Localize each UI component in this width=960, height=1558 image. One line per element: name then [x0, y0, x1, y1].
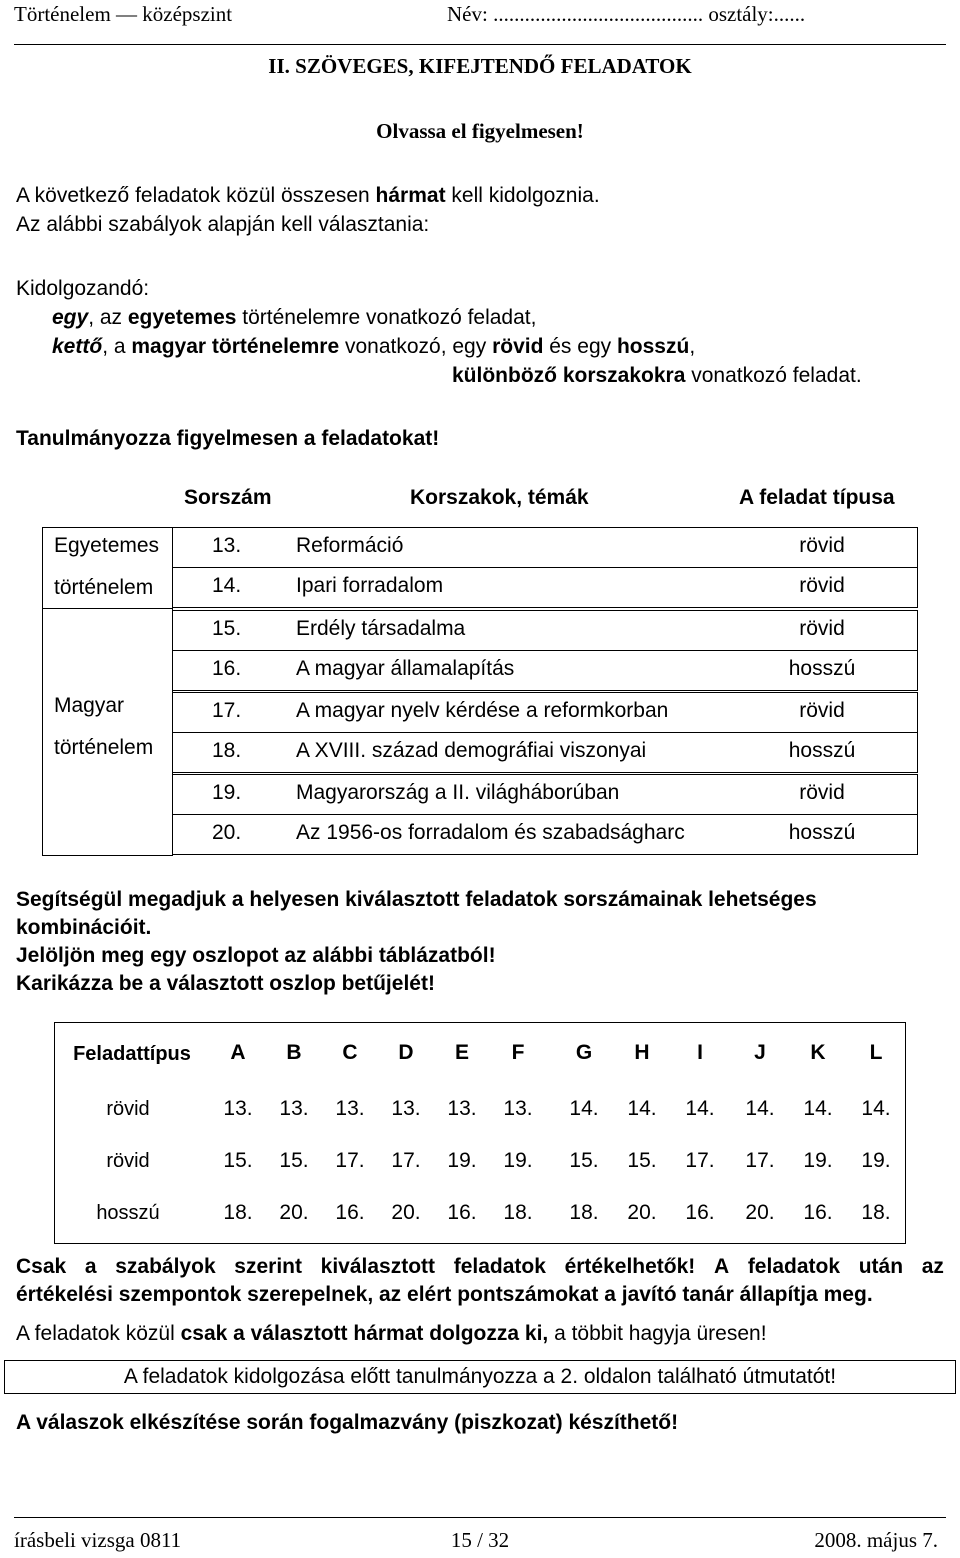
task-topic: Magyarország a II. világháborúban: [296, 781, 620, 804]
task-type: rövid: [799, 534, 845, 557]
note-word: szerint: [234, 1255, 302, 1278]
group-hungarian-l1: Magyar: [54, 694, 125, 717]
combo-row-label: rövid: [106, 1098, 150, 1120]
task-topic: A magyar államalapítás: [296, 657, 515, 680]
task-num: 15.: [212, 617, 242, 640]
combo-cell: 18.: [503, 1201, 533, 1224]
combo-cell: 13.: [391, 1097, 421, 1120]
help-line-4: Karikázza be a választott oszlop betűjelét!: [16, 972, 435, 995]
note-word: Csak: [16, 1255, 67, 1278]
task-num: 14.: [212, 574, 242, 597]
task-topic: Erdély társadalma: [296, 617, 466, 640]
footer-rule: [14, 1517, 946, 1518]
combo-column-letter[interactable]: H: [634, 1041, 650, 1064]
task-num: 20.: [212, 821, 242, 844]
note-word: szabályok: [115, 1255, 216, 1278]
task-topic: A XVIII. század demográfiai viszonyai: [296, 739, 647, 762]
combo-cell: 13.: [447, 1097, 477, 1120]
combo-cell: 13.: [279, 1097, 309, 1120]
task-type: hosszú: [788, 657, 856, 680]
task-type: hosszú: [788, 821, 856, 844]
combo-column-letter[interactable]: L: [869, 1041, 883, 1064]
combo-cell: 17.: [745, 1149, 775, 1172]
combo-cell: 14.: [745, 1097, 775, 1120]
combo-cell: 19.: [503, 1149, 533, 1172]
footer-date: 2008. május 7.: [814, 1528, 938, 1552]
footer-exam-id: írásbeli vizsga 0811: [14, 1528, 182, 1552]
header-name-class: Név: ........................................ osztály:......: [447, 2, 806, 26]
note-word: feladatok: [453, 1255, 546, 1278]
task-topic: A magyar nyelv kérdése a reformkorban: [296, 699, 669, 722]
combo-cell: 20.: [279, 1201, 309, 1224]
combo-cell: 17.: [335, 1149, 365, 1172]
combo-cell: 16.: [685, 1201, 715, 1224]
note-evaluation-line-2: értékelési szempontok szerepelnek, az elért pontszámokat a javító tanár állapítja meg.: [16, 1283, 873, 1306]
task-topic: Reformáció: [296, 534, 404, 557]
combo-cell: 15.: [279, 1149, 309, 1172]
combo-row-label: rövid: [106, 1150, 150, 1172]
combo-column-letter[interactable]: G: [575, 1041, 593, 1064]
combo-column-letter[interactable]: F: [511, 1041, 525, 1064]
group-hungarian-l2: történelem: [54, 736, 154, 759]
intro-line-1: A következő feladatok közül összesen hármat kell kidolgoznia.: [16, 184, 600, 207]
header-rule: [14, 44, 946, 45]
combo-column-letter[interactable]: C: [342, 1041, 358, 1064]
task-type: hosszú: [788, 739, 856, 762]
note-word: után: [858, 1255, 904, 1278]
combo-cell: 16.: [447, 1201, 477, 1224]
combo-cell: 20.: [391, 1201, 421, 1224]
combo-cell: 18.: [569, 1201, 599, 1224]
combo-cell: 14.: [569, 1097, 599, 1120]
combo-cell: 15.: [569, 1149, 599, 1172]
task-type: rövid: [799, 699, 845, 722]
combo-cell: 17.: [685, 1149, 715, 1172]
combo-cell: 20.: [627, 1201, 657, 1224]
note-word: értékelhetők!: [564, 1255, 696, 1278]
note-only-three: A feladatok közül csak a választott hármat dolgozza ki, a többit hagyja üresen!: [16, 1322, 767, 1345]
intro-line-2: Az alábbi szabályok alapján kell választania:: [16, 213, 430, 236]
rule-universal: egy, az egyetemes történelemre vonatkozó feladat,: [52, 306, 537, 329]
task-num: 13.: [212, 534, 242, 557]
th-number: Sorszám: [184, 486, 272, 509]
rules-label: Kidolgozandó:: [16, 277, 150, 300]
task-num: 19.: [212, 781, 242, 804]
header-subject: Történelem — középszint: [14, 2, 233, 26]
boxed-note-text: A feladatok kidolgozása előtt tanulmányozza a 2. oldalon található útmutatót!: [123, 1365, 837, 1388]
combo-cell: 19.: [861, 1149, 891, 1172]
combo-cell: 18.: [861, 1201, 891, 1224]
combo-column-letter[interactable]: I: [697, 1041, 703, 1064]
task-num: 18.: [212, 739, 242, 762]
combo-header-label: Feladattípus: [73, 1043, 191, 1065]
help-line-3: Jelöljön meg egy oszlopot az alábbi táblázatból!: [16, 944, 496, 967]
combo-cell: 13.: [223, 1097, 253, 1120]
study-instruction: Tanulmányozza figyelmesen a feladatokat!: [16, 427, 440, 450]
help-line-2: kombinációit.: [16, 916, 152, 939]
combo-row-label: hosszú: [96, 1202, 160, 1224]
task-topic: Ipari forradalom: [296, 574, 444, 597]
combo-column-letter[interactable]: D: [398, 1041, 414, 1064]
section-title: II. SZÖVEGES, KIFEJTENDŐ FELADATOK: [268, 54, 692, 78]
task-num: 17.: [212, 699, 242, 722]
group-universal-l1: Egyetemes: [54, 534, 160, 557]
read-carefully: Olvassa el figyelmesen!: [376, 119, 584, 143]
combo-cell: 14.: [803, 1097, 833, 1120]
combo-cell: 14.: [685, 1097, 715, 1120]
combo-cell: 19.: [447, 1149, 477, 1172]
combo-cell: 14.: [861, 1097, 891, 1120]
combo-cell: 19.: [803, 1149, 833, 1172]
group-universal-l2: történelem: [54, 576, 154, 599]
th-type: A feladat típusa: [739, 486, 895, 509]
combo-cell: 17.: [391, 1149, 421, 1172]
combo-cell: 15.: [627, 1149, 657, 1172]
rule-hungarian: kettő, a magyar történelemre vonatkozó, egy rövid és egy hosszú,: [52, 335, 696, 358]
combo-cell: 13.: [503, 1097, 533, 1120]
th-topic: Korszakok, témák: [410, 486, 589, 509]
help-line-1: Segítségül megadjuk a helyesen kiválasztott feladatok sorszámainak lehetséges: [16, 888, 817, 911]
combo-cell: 16.: [803, 1201, 833, 1224]
combo-cell: 16.: [335, 1201, 365, 1224]
note-word: A: [713, 1255, 730, 1278]
combo-column-letter[interactable]: K: [810, 1041, 826, 1064]
combo-column-letter[interactable]: B: [286, 1041, 302, 1064]
rule-different-eras: különböző korszakokra vonatkozó feladat.: [452, 364, 862, 387]
note-word: az: [921, 1255, 944, 1278]
combo-cell: 14.: [627, 1097, 657, 1120]
combo-cell: 18.: [223, 1201, 253, 1224]
task-type: rövid: [799, 574, 845, 597]
task-type: rövid: [799, 617, 845, 640]
note-draft: A válaszok elkészítése során fogalmazvány (piszkozat) készíthető!: [16, 1411, 679, 1434]
task-num: 16.: [212, 657, 242, 680]
combo-column-letter[interactable]: E: [454, 1041, 469, 1064]
combo-cell: 20.: [745, 1201, 775, 1224]
combo-cell: 15.: [223, 1149, 253, 1172]
task-topic: Az 1956-os forradalom és szabadságharc: [296, 821, 685, 844]
footer-page: 15 / 32: [450, 1528, 510, 1552]
note-evaluation-line-1: [16, 1255, 944, 1279]
task-type: rövid: [799, 781, 845, 804]
note-word: feladatok: [747, 1255, 841, 1278]
group-hungarian: [42, 608, 173, 856]
combo-cell: 13.: [335, 1097, 365, 1120]
combo-column-letter[interactable]: A: [230, 1041, 246, 1064]
note-word: kiválasztott: [320, 1255, 436, 1278]
note-word: a: [84, 1255, 97, 1278]
combo-column-letter[interactable]: J: [754, 1041, 766, 1064]
